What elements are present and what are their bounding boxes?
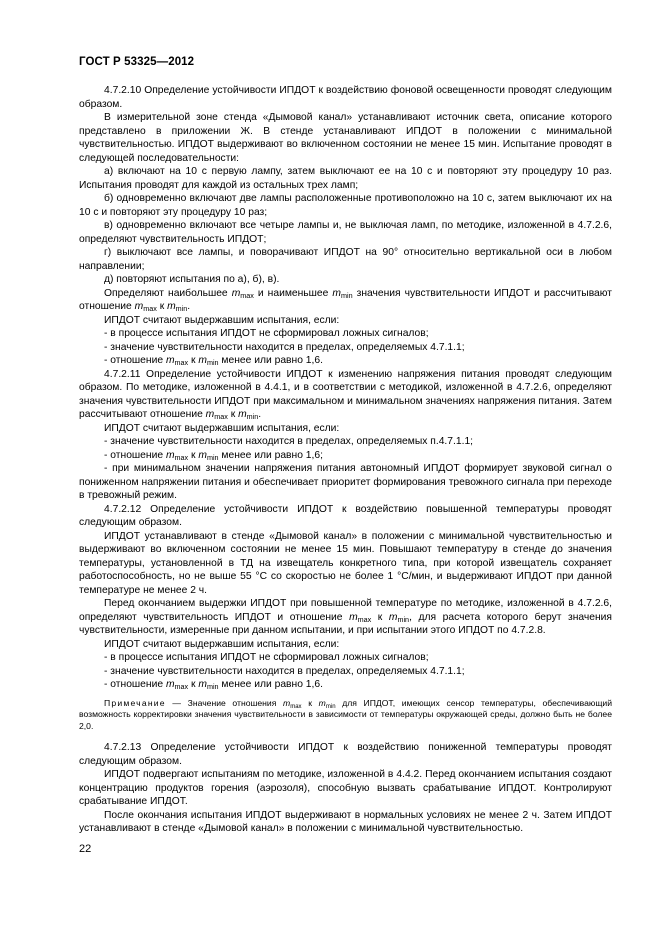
paragraph: ИПДОТ считают выдержавшим испытания, если:: [104, 422, 340, 434]
list-item: - в процессе испытания ИПДОТ не сформировал ложных сигналов;: [104, 652, 429, 663]
paragraph: ИПДОТ устанавливают в стенде «Дымовой канал» в положении с минимальной чувствительностью и выдерживают во включенном состоянии не менее 15 мин. Повышают температуру в стенде до значения температуры, установленной в ТД на извещатель конкретного типа, при которой извещатель сохраняет работоспособность, но не выше 55 °С со скоростью не более 1 °С/мин, и выдерживают ИПДОТ при данной температуре не менее 2 ч.: [79, 530, 612, 596]
paragraph: После окончания испытания ИПДОТ выдерживают в нормальных условиях не менее 2 ч. Затем ИПДОТ устанавливают в стенде «Дымовой канал» в положении с минимальной чувствительностью.: [79, 809, 612, 834]
list-item: в) одновременно включают все четыре лампы и, не выключая ламп, по методике, изложенной в 4.7.2.6, определяют чувствительность ИПДОТ;: [79, 220, 612, 245]
list-item: - отношение $m_{max}$ к $m_{min}$ менее или равно 1,6;: [104, 449, 323, 462]
paragraph: ИПДОТ подвергают испытаниям по методике, изложенной в 4.4.2. Перед окончанием испытания создают концентрацию продуктов горения (аэрозоля), способную вызвать срабатывание ИПДОТ. Контролируют срабатывание ИПДОТ.: [79, 769, 612, 807]
list-item: - значение чувствительности находится в пределах, определяемых 4.7.1.1;: [104, 341, 465, 353]
page-number: 22: [79, 843, 92, 855]
note: Примечание — Значение отношения $m_{max}$ к $m_{min}$ для ИПДОТ, имеющих сенсор температуры, обеспечивающий возможность корректировки значения чувствительности в зависимости от температуры окружающей среды, должно быть не более 2,0.: [79, 697, 612, 731]
paragraph: Определяют наибольшее $m_{max}$ и наименьшее $m_{min}$ значения чувствительности ИПДОТ и рассчитывают отношение $m_{max}$ к $m_{min}$.: [79, 287, 612, 313]
paragraph: Перед окончанием выдержки ИПДОТ при повышенной температуре по методике, изложенной в 4.7.2.6, определяют чувствительность ИПДОТ и отношение $m_{max}$ к $m_{min}$, для расчета которого берут значения чувствительности, измеренные при данном испытании, и при испытании этого ИПДОТ по 4.7.2.8.: [79, 598, 612, 636]
paragraph: 4.7.2.11 Определение устойчивости ИПДОТ к изменению напряжения питания проводят следующим образом. По методике, изложенной в 4.4.1, и в соответствии с методикой, изложенной в 4.7.2.6, определяют значения чувствительности ИПДОТ при максимальном и минимальном значениях напряжения питания. Затем рассчитывают отношение $m_{max}$ к $m_{min}$.: [79, 368, 612, 421]
paragraph: 4.7.2.12 Определение устойчивости ИПДОТ к воздействию повышенной температуры проводят следующим образом.: [79, 503, 612, 528]
list-item: - в процессе испытания ИПДОТ не сформировал ложных сигналов;: [104, 328, 429, 339]
paragraph: ИПДОТ считают выдержавшим испытания, если:: [104, 638, 340, 650]
paragraph: ИПДОТ считают выдержавшим испытания, если:: [104, 314, 340, 326]
document-body: [79, 84, 612, 836]
list-item: - отношение $m_{max}$ к $m_{min}$ менее или равно 1,6.: [104, 679, 323, 691]
list-item: - значение чувствительности находится в пределах, определяемых 4.7.1.1;: [104, 665, 465, 677]
list-item: д) повторяют испытания по а), б), в).: [104, 274, 280, 285]
paragraph: 4.7.2.10 Определение устойчивости ИПДОТ к воздействию фоновой освещенности проводят следующим образом.: [79, 85, 612, 110]
paragraph: 4.7.2.13 Определение устойчивости ИПДОТ к воздействию пониженной температуры проводят следующим образом.: [79, 742, 612, 767]
document-page: [79, 56, 612, 836]
document-header: ГОСТ Р 53325—2012: [79, 56, 195, 68]
list-item: а) включают на 10 с первую лампу, затем выключают ее на 10 с и повторяют эту процедуру 10 раз. Испытания проводят для каждой из остальных трех ламп;: [79, 166, 612, 191]
list-item: г) выключают все лампы, и поворачивают ИПДОТ на 90° относительно вертикальной оси в любом направлении;: [79, 247, 612, 272]
list-item: б) одновременно включают две лампы расположенные противоположно на 10 с, затем выключают их на 10 с и повторяют эту процедуру 10 раз;: [79, 193, 612, 218]
paragraph: В измерительной зоне стенда «Дымовой канал» устанавливают источник света, описание которого представлено в приложении Ж. В стенде устанавливают ИПДОТ в положении с минимальной чувствительностью. ИПДОТ выдерживают во включенном состоянии не менее 15 мин. Испытание проводят в следующей последовательности:: [79, 112, 612, 164]
list-item: - при минимальном значении напряжения питания автономный ИПДОТ формирует звуковой сигнал о пониженном напряжении питания и обеспечивает приоритет формирования тревожного сигнала при переходе в тревожный режим.: [79, 463, 612, 501]
list-item: - значение чувствительности находится в пределах, определяемых п.4.7.1.1;: [104, 436, 474, 447]
list-item: - отношение $m_{max}$ к $m_{min}$ менее или равно 1,6.: [104, 355, 323, 367]
